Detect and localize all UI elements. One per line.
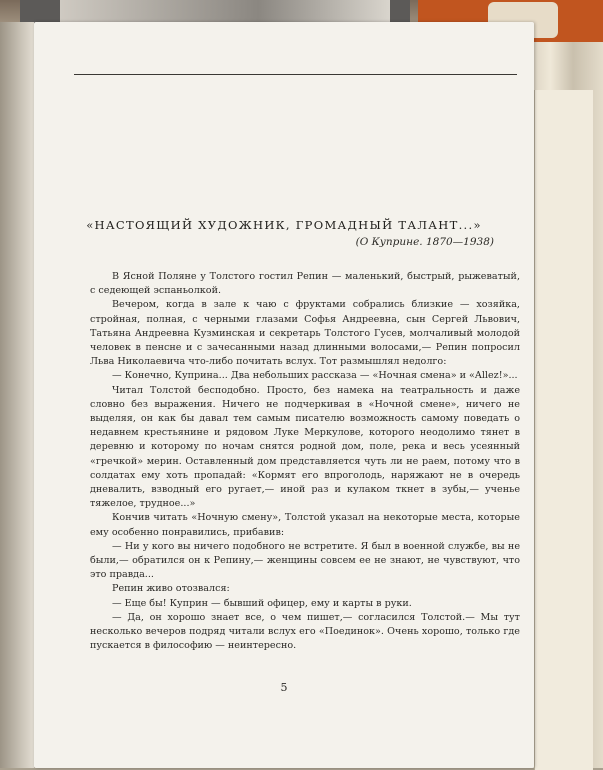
- paragraph: — Конечно, Куприна... Два небольших рассказа — «Ночная смена» и «Allez!»...: [112, 370, 518, 382]
- paragraph: В Ясной Поляне у Толстого гостил Репин — маленький, быстрый, рыжеватый, с седеющей эспаньолкой.: [90, 271, 520, 297]
- paragraph: Репин живо отозвался:: [112, 583, 230, 595]
- paragraph: Вечером, когда в зале к чаю с фруктами собрались близкие — хозяйка, стройная, полная, с черными глазами Софья Андреевна, сын Сергей Львович, Татьяна Андреевна Кузминская и секретарь Толстого Гусев, молчаливый молодой человек в пенсне и с зачесанными назад длинными волосами,— Репин попросил Льва Николаевича что-либо почитать вслух. Тот размышлял недолго:: [90, 299, 520, 368]
- paragraph: Кончив читать «Ночную смену», Толстой указал на некоторые места, которые ему особенно понравились, прибавив:: [90, 512, 520, 538]
- right-book-stack: [528, 42, 603, 768]
- left-book-edge: [0, 22, 34, 768]
- body-text: [90, 270, 520, 653]
- book-page: [34, 22, 534, 768]
- paragraph: — Еще бы! Куприн — бывший офицер, ему и карты в руки.: [112, 597, 412, 609]
- paragraph: — Ни у кого вы ничего подобного не встретите. Я был в военной службе, вы не были,— обратился он к Репину,— женщины совсем ее не знают, не чувствуют, что это правда...: [90, 540, 520, 581]
- chapter-heading: «НАСТОЯЩИЙ ХУДОЖНИК, ГРОМАДНЫЙ ТАЛАНТ...»: [86, 218, 482, 232]
- paragraph: — Да, он хорошо знает все, о чем пишет,— согласился Толстой.— Мы тут несколько вечеров подряд читали вслух его «Поединок». Очень хорошо, только где пускается в философию — неинтересно.: [90, 611, 520, 652]
- paragraph: Читал Толстой бесподобно. Просто, без намека на театральность и даже словно без выражения. Ничего не подчеркивая в «Ночной смене», ничего не выделяя, он как бы давал тем самым писателю возможность самому поведать о недавнем крестьянине и рядовом Луке Меркулове, которого неодолимо тянет в деревню и которому по ночам снятся родной дом, поле, река и весь усеянный «гречкой» мерин. Оставленный дом представляется чуть ли не раем, потому что в солдатах ему хоть пропадай: «Кормят его впроголодь, наряжают не в очередь дневалить, взводный его ругает,— иной раз и кулаком ткнет в зубы,— ученье тяжелое, трудное...»: [90, 384, 520, 510]
- header-rule: [74, 74, 517, 75]
- page-number: 5: [280, 681, 288, 694]
- chapter-subheading: (О Куприне. 1870—1938): [355, 236, 494, 248]
- right-page-sheet: [534, 90, 593, 770]
